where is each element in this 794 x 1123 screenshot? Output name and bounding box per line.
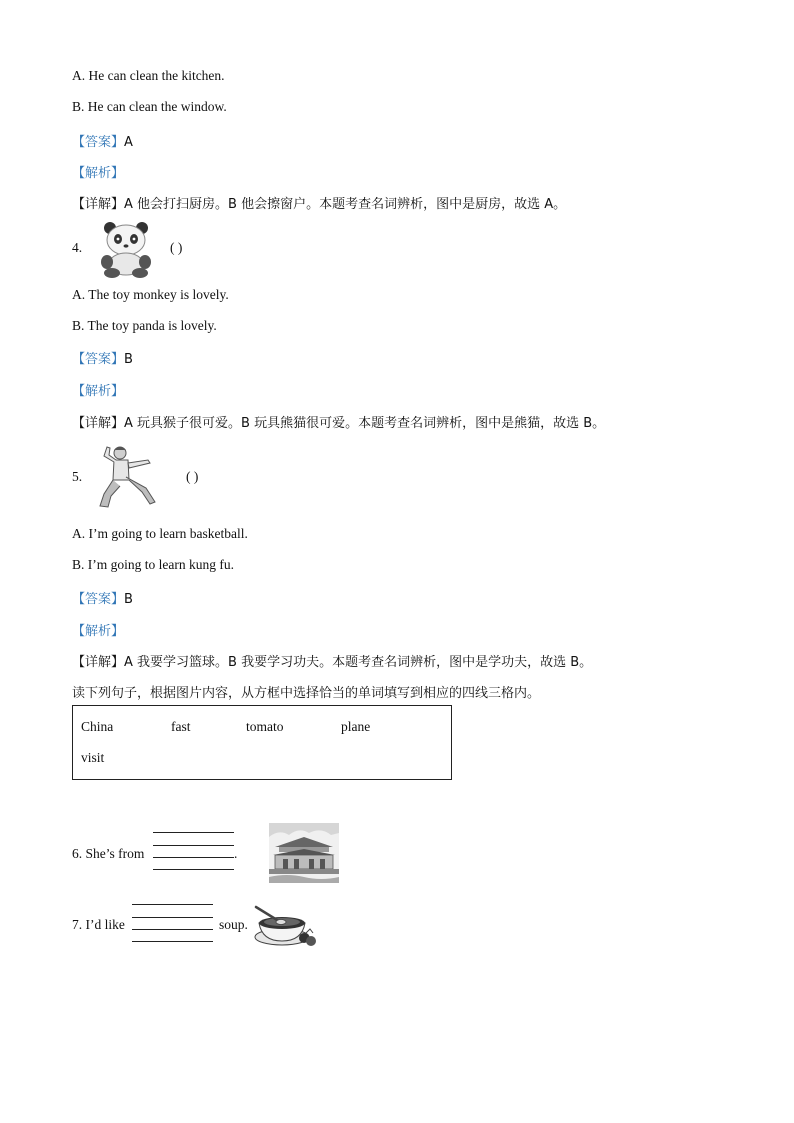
section-instruction: 读下列句子，根据图片内容，从方框中选择恰当的单词填写到相应的四线三格内。 <box>72 686 541 701</box>
tiananmen-icon <box>269 823 339 883</box>
q5-detail <box>72 651 592 670</box>
detail-label: 【详解】 <box>72 655 125 670</box>
q3-detail <box>72 193 566 212</box>
answer-label: 【答案】 <box>72 352 125 367</box>
answer-value: B <box>124 352 133 367</box>
word-bank-box <box>72 705 452 780</box>
q3-analysis-label: 【解析】 <box>72 166 125 181</box>
word-bank-item: plane <box>341 719 371 734</box>
word-bank-item: fast <box>171 719 191 734</box>
panda-toy-icon <box>98 220 156 278</box>
answer-value: B <box>124 592 133 607</box>
kung-fu-person-icon <box>98 444 158 510</box>
detail-label: 【详解】 <box>72 416 125 431</box>
word-bank-item: tomato <box>246 719 284 734</box>
detail-text: A 玩具猴子很可爱。B 玩具熊猫很可爱。本题考查名词辨析，图中是熊猫，故选 B。 <box>124 416 606 431</box>
q4-analysis-label: 【解析】 <box>72 384 125 399</box>
q3-option-a: A. He can clean the kitchen. <box>72 68 225 83</box>
q5-option-a: A. I’m going to learn basketball. <box>72 526 248 541</box>
q4-answer <box>72 348 133 367</box>
q7-soup-text: soup. <box>219 917 248 932</box>
detail-text: A 我要学习篮球。B 我要学习功夫。本题考查名词辨析，图中是学功夫，故选 B。 <box>124 655 593 670</box>
q5-option-b: B. I’m going to learn kung fu. <box>72 557 234 572</box>
q4-option-b: B. The toy panda is lovely. <box>72 318 217 333</box>
detail-label: 【详解】 <box>72 197 125 212</box>
detail-text: A 他会打扫厨房。B 他会擦窗户。本题考查名词辨析，图中是厨房，故选 A。 <box>124 197 567 212</box>
soup-bowl-icon <box>252 903 320 949</box>
q5-number: 5. <box>72 469 83 484</box>
q4-detail <box>72 412 605 431</box>
q4-number: 4. <box>72 240 83 255</box>
word-bank-item: China <box>81 719 114 734</box>
q4-option-a: A. The toy monkey is lovely. <box>72 287 229 302</box>
q3-answer <box>72 131 133 150</box>
q7-text: 7. I’d like <box>72 917 125 932</box>
q5-analysis-label: 【解析】 <box>72 624 125 639</box>
q3-option-b: B. He can clean the window. <box>72 99 227 114</box>
answer-label: 【答案】 <box>72 592 125 607</box>
q6-period: . <box>234 846 238 861</box>
q5-answer <box>72 588 133 607</box>
q4-answer-paren[interactable]: ( ) <box>170 240 183 255</box>
answer-label: 【答案】 <box>72 135 125 150</box>
word-bank-item: visit <box>81 750 105 765</box>
q6-text: 6. She’s from <box>72 846 145 861</box>
answer-value: A <box>124 135 133 150</box>
q5-answer-paren[interactable]: ( ) <box>186 469 199 484</box>
